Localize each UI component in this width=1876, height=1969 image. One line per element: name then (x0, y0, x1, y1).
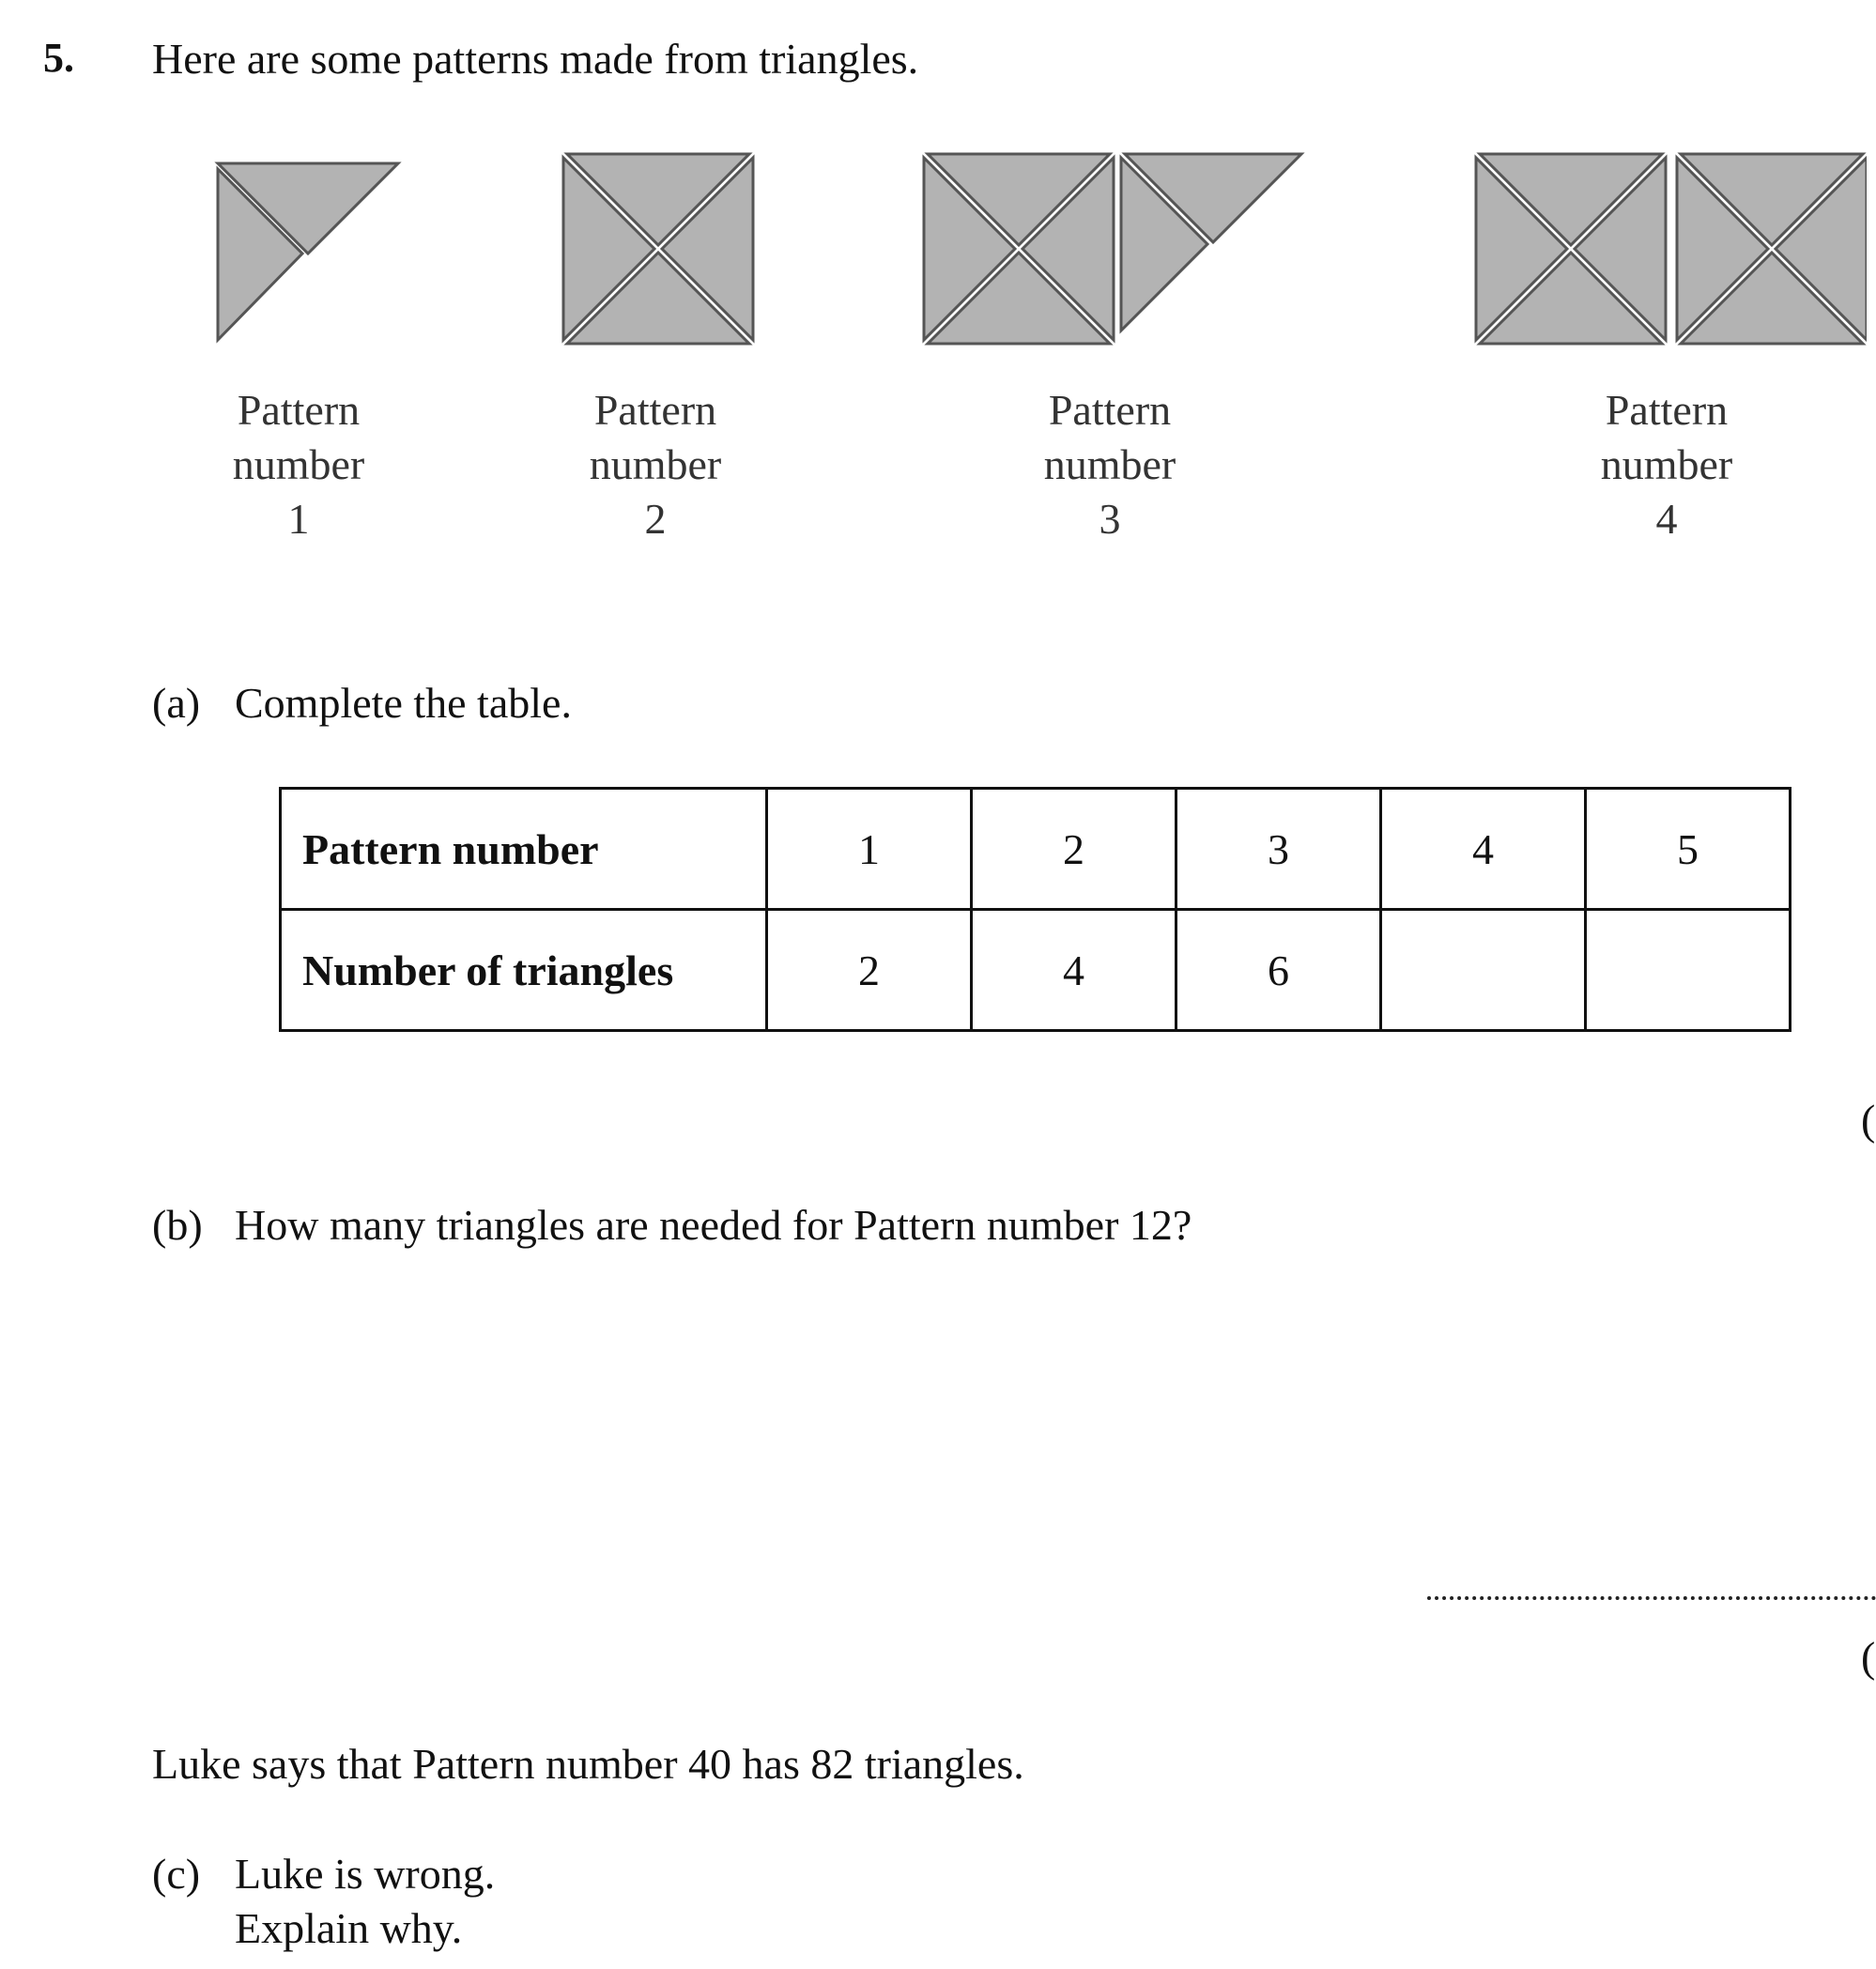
pattern-label-line2: number (232, 440, 365, 488)
table-cell: 2 (972, 789, 1176, 910)
table-cell: 5 (1586, 789, 1791, 910)
table-row (281, 910, 1791, 1031)
pattern-label-line2: number (1043, 440, 1176, 488)
pattern-label-number: 4 (1655, 495, 1678, 543)
pattern-label-line1: Pattern (237, 386, 361, 434)
question-intro: Here are some patterns made from triangles. (152, 35, 919, 83)
pattern-label-line2: number (589, 440, 722, 488)
pattern-table (279, 787, 1791, 1032)
part-c-label: (c) (152, 1850, 201, 1898)
answer-cell-pattern-4[interactable] (1381, 910, 1586, 1031)
part-c-line1: Luke is wrong. (235, 1850, 496, 1898)
marks-paren-b: ( (1861, 1633, 1876, 1681)
table-row (281, 789, 1791, 910)
table-cell: 3 (1176, 789, 1381, 910)
pattern-1-label (195, 383, 402, 546)
pattern-2-label (552, 383, 759, 546)
part-b-label: (b) (152, 1201, 203, 1249)
part-c-line2: Explain why. (235, 1904, 463, 1952)
table-cell: 4 (1381, 789, 1586, 910)
pattern-label-number: 3 (1099, 495, 1121, 543)
part-b-text: How many triangles are needed for Pattern number 12? (235, 1201, 1192, 1249)
part-a (152, 678, 572, 728)
pattern-label-line1: Pattern (1605, 386, 1729, 434)
part-c (152, 1847, 495, 1956)
table-header-pattern-number: Pattern number (281, 789, 767, 910)
pattern-label-number: 1 (287, 495, 310, 543)
table-cell: 1 (767, 789, 972, 910)
pattern-4-figure (1472, 150, 1867, 347)
answer-line-b[interactable] (1427, 1596, 1876, 1600)
marks-paren-a: ( (1861, 1096, 1876, 1144)
pattern-2-figure (560, 150, 757, 347)
pattern-label-line2: number (1600, 440, 1733, 488)
answer-cell-pattern-5[interactable] (1586, 910, 1791, 1031)
part-a-text: Complete the table. (235, 679, 572, 727)
pattern-3-figure (920, 150, 1305, 347)
table-header-number-of-triangles: Number of triangles (281, 910, 767, 1031)
table-cell: 6 (1176, 910, 1381, 1031)
part-b (152, 1200, 1192, 1250)
part-a-label: (a) (152, 679, 201, 727)
question-number: 5. (43, 35, 74, 81)
pattern-label-line1: Pattern (1048, 386, 1172, 434)
pattern-3-label (1007, 383, 1213, 546)
pattern-label-number: 2 (644, 495, 667, 543)
pattern-1-figure (214, 160, 402, 347)
table-cell: 4 (972, 910, 1176, 1031)
pattern-label-line1: Pattern (593, 386, 717, 434)
pattern-4-label (1563, 383, 1770, 546)
luke-statement: Luke says that Pattern number 40 has 82 triangles. (152, 1740, 1024, 1788)
table-cell: 2 (767, 910, 972, 1031)
